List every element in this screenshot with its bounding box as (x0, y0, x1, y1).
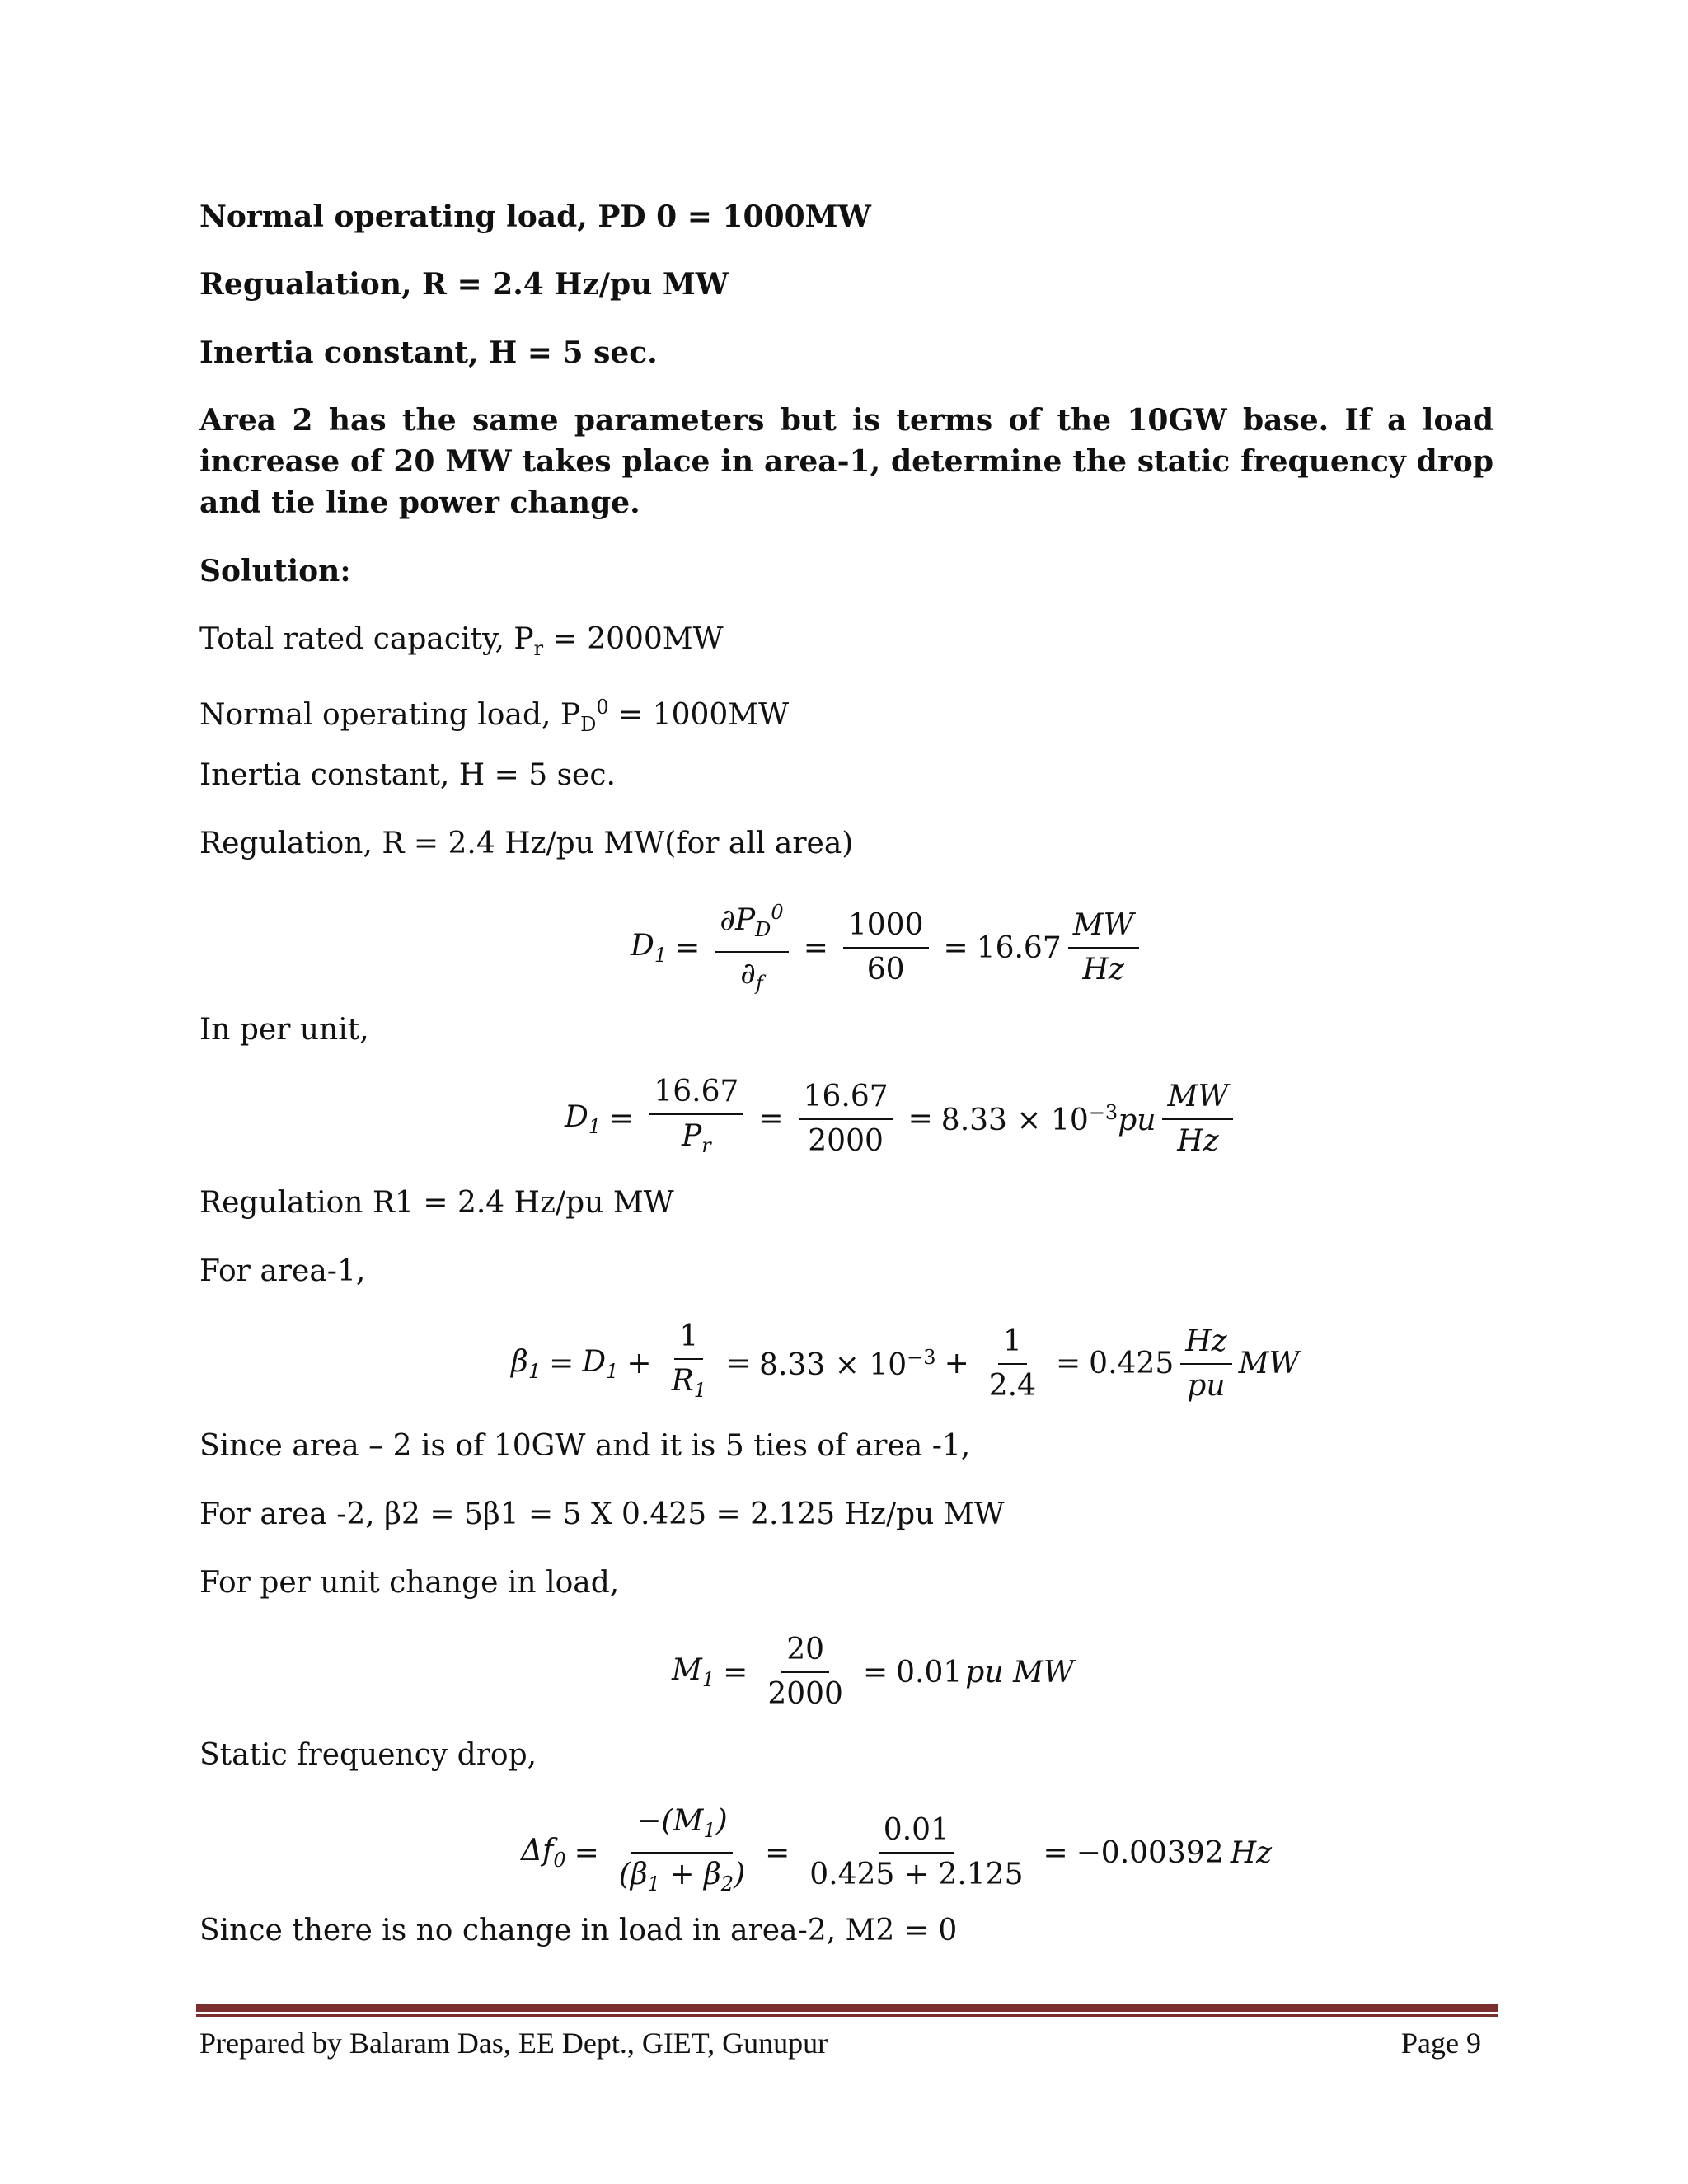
per-unit-change-line: For per unit change in load, (199, 1566, 620, 1600)
d1pu-value: $8.33 \times 10^{-3}pu$ (940, 1100, 1156, 1137)
footer-author: Prepared by Balaram Das, EE Dept., GIET, Gunupur (199, 2027, 828, 2060)
static-drop-line: Static frequency drop, (199, 1738, 537, 1772)
equation-m1: $M_1$ = $\frac{20}{2000}$ = 0.01 pu MW (672, 1633, 1074, 1711)
rated-capacity-sub: r (533, 637, 544, 661)
regulation-r1-line: Regulation R1 = 2.4 Hz/pu MW (199, 1186, 674, 1220)
equation-d1: $D_1$ = $\frac{\partial P_D^0}{\partial_f}$ = $\frac{1000}{60}$ = 16.67 $\frac{MW}{Hz}$ (631, 894, 1146, 1001)
equation-d1-pu: $D_1$ = $\frac{16.67}{P_r}$ = $\frac{16.67}{2000}$ = $8.33 \times 10^{-3}pu$ $\frac{MW}{Hz}$ (565, 1074, 1240, 1164)
equation-delta-f: $\Delta f_0$ = $\frac{-(M_1)}{(\beta_1 + \beta_2)}$ = $\frac{0.01}{0.425 + 2.125}$ = −0.00392 Hz (521, 1803, 1272, 1902)
d1pu-unit: $\frac{MW}{Hz}$ (1162, 1079, 1233, 1160)
since-area2-line: Since area – 2 is of 10GW and it is 5 ties of area -1, (199, 1429, 971, 1463)
per-unit-line: In per unit, (199, 1013, 369, 1047)
normal-load-sub: D (580, 713, 597, 737)
footer-page-number: Page 9 (1401, 2027, 1481, 2060)
d1-unit: $\frac{MW}{Hz}$ (1068, 907, 1139, 988)
given-normal-load: Normal operating load, PD 0 = 1000MW (199, 199, 871, 234)
d1-value: 16.67 (976, 930, 1062, 965)
d1-frac-values: $\frac{1000}{60}$ (843, 907, 929, 988)
d1pu-frac-2: $\frac{16.67}{2000}$ (799, 1079, 893, 1160)
beta1-frac-r1: $\frac{1}{R_1}$ (671, 1319, 706, 1403)
normal-load-value: = 1000MW (608, 698, 790, 732)
d1pu-frac-1: $\frac{16.67}{P_r}$ (649, 1074, 743, 1164)
equation-beta1: $\beta_1$ = $D_1$ + $\frac{1}{R_1}$ = $8.33 \times 10^{-3}$ + $\frac{1}{2.4}$ = 0.425 $\frac{Hz}{pu}$ MW (511, 1319, 1299, 1408)
beta1-value: 0.425 (1089, 1347, 1175, 1381)
m1-frac: $\frac{20}{2000}$ (767, 1633, 843, 1711)
rated-capacity-label: Total rated capacity, P (199, 622, 534, 656)
beta1-unit: $\frac{Hz}{pu}$ (1180, 1324, 1231, 1404)
footer-rule (196, 2004, 1498, 2012)
normal-load-line (199, 687, 789, 745)
given-inertia: Inertia constant, H = 5 sec. (199, 335, 658, 370)
normal-load-label: Normal operating load, P (199, 698, 581, 732)
inertia-line: Inertia constant, H = 5 sec. (199, 758, 616, 792)
regulation-line: Regulation, R = 2.4 Hz/pu MW(for all area) (199, 827, 854, 860)
for-area1-line: For area-1, (199, 1254, 366, 1288)
given-regulation: Regualation, R = 2.4 Hz/pu MW (199, 267, 729, 302)
problem-statement: Area 2 has the same parameters but is terms of the 10GW base. If a load increase of 20 MW takes place in area-1, determine the static frequency drop and tie line power change. (199, 403, 1493, 520)
d1-lhs: $D_1$ (631, 929, 668, 968)
df-frac-values: $\frac{0.01}{0.425 + 2.125}$ (809, 1813, 1024, 1892)
rated-capacity-line (199, 619, 724, 669)
rated-capacity-value: = 2000MW (543, 622, 724, 656)
normal-load-sup: 0 (596, 696, 609, 719)
no-change-line: Since there is no change in load in area-2, M2 = 0 (199, 1914, 958, 1947)
df-frac-symbolic: $\frac{-(M_1)}{(\beta_1 + \beta_2)}$ (618, 1804, 746, 1896)
footer-rule-thin (196, 2014, 1498, 2017)
d1-frac-partial: $\frac{\partial P_D^0}{\partial_f}$ (715, 894, 788, 1001)
beta1-frac-24: $\frac{1}{2.4}$ (988, 1324, 1036, 1403)
solution-heading: Solution: (199, 554, 351, 588)
for-area2-line: For area -2, β2 = 5β1 = 5 X 0.425 = 2.125 Hz/pu MW (199, 1497, 1005, 1531)
